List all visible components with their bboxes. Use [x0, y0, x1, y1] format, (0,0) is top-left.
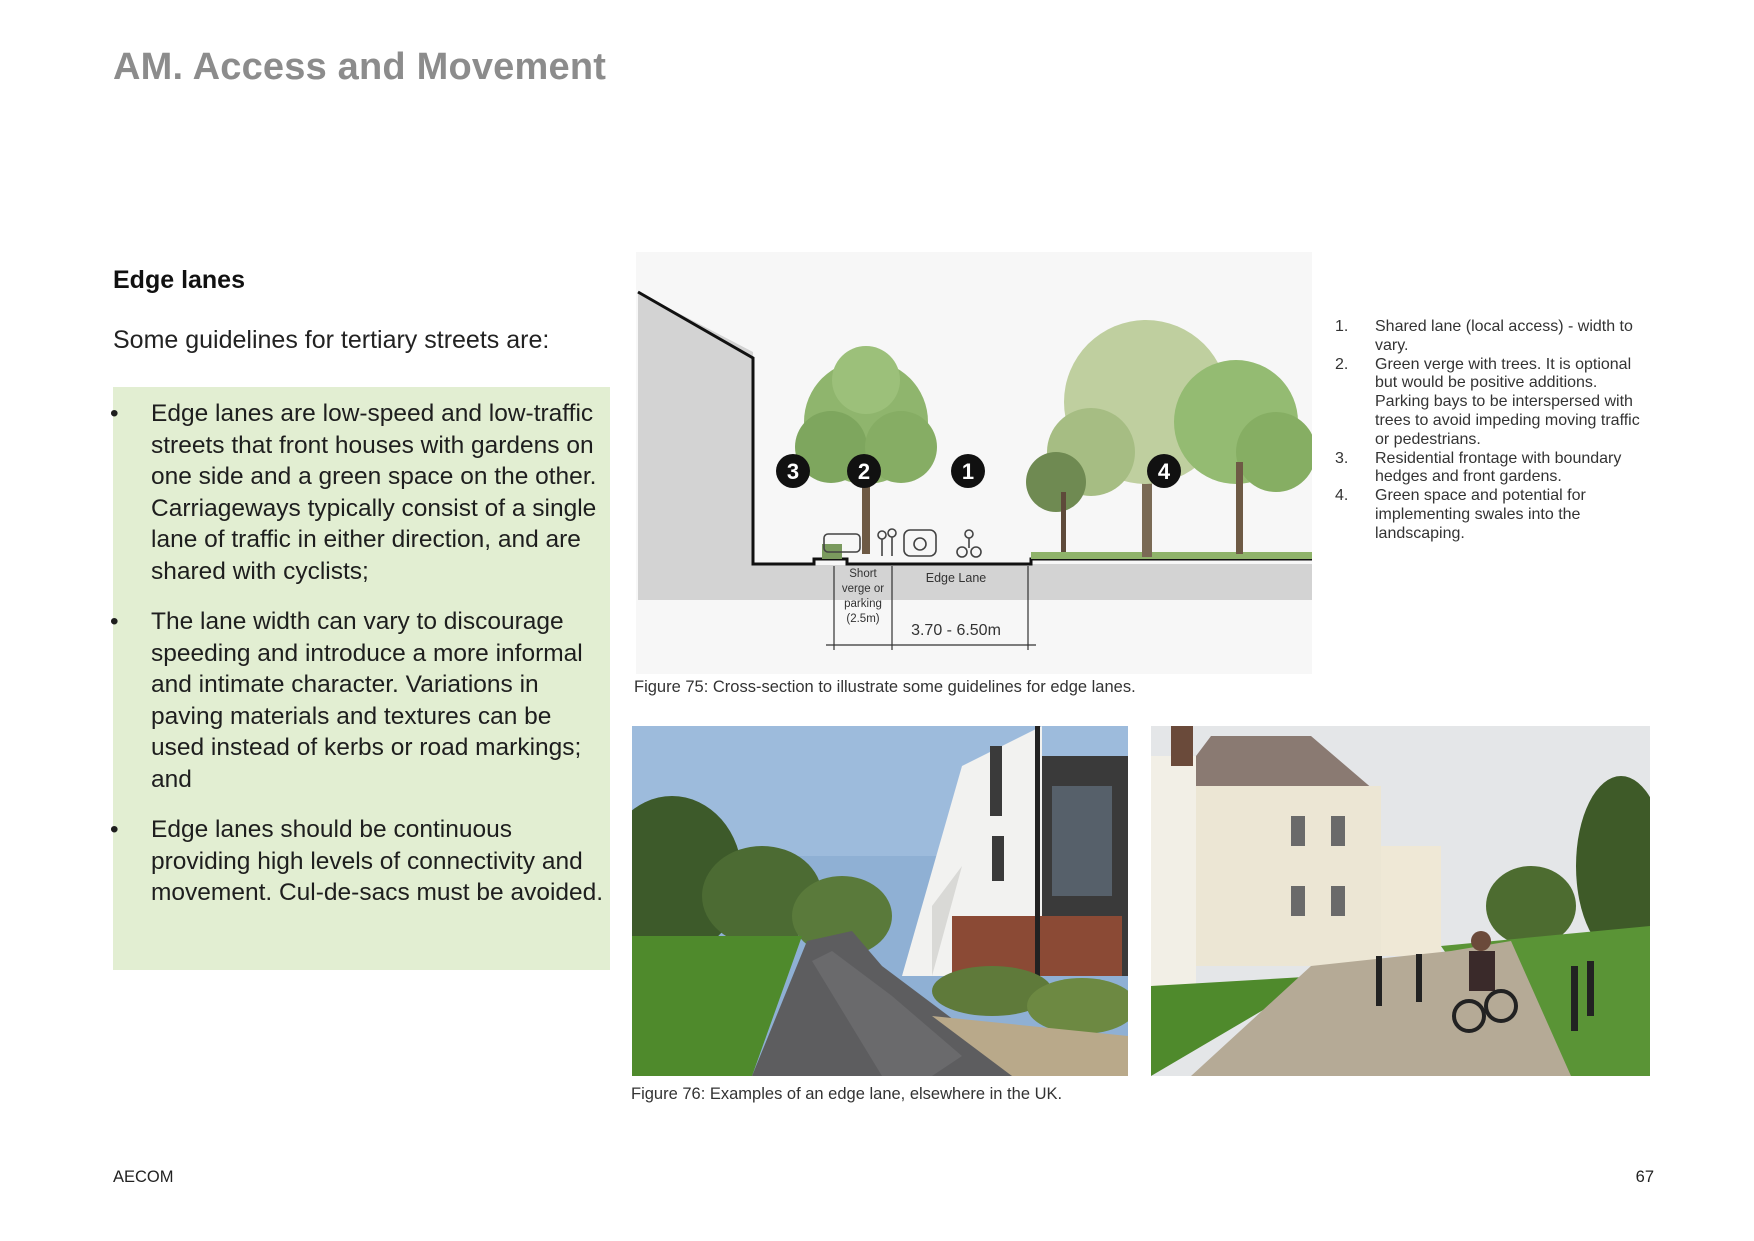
guidelines-box [110, 387, 610, 970]
bullet-icon: • [110, 400, 119, 427]
guideline-text: Edge lanes should be continuous providing high levels of connectivity and movement. Cul-de-sacs must be avoided. [151, 816, 604, 906]
marker-3 [776, 454, 810, 488]
intro-text: Some guidelines for tertiary streets are: [113, 326, 550, 354]
guideline-text: Edge lanes are low-speed and low-traffic streets that front houses with gardens on one side and a green space on the other. Carriageways typically consist of a single lane of traffic in either direction, and are shared with cyclists; [151, 400, 597, 585]
guideline-text: The lane width can vary to discourage speeding and introduce a more informal and intimate character. Variations in paving materials and textures can be used instead of kerbs or road markings; and [151, 608, 583, 793]
bullet-icon: • [110, 816, 119, 843]
legend-item: 1. Shared lane (local access) - width to vary. [1335, 318, 1633, 354]
lane-width-label: 3.70 - 6.50m [911, 622, 1001, 639]
edge-lane-label: Edge Lane [925, 571, 987, 585]
svg-text:4: 4 [1157, 459, 1171, 484]
marker-1 [951, 454, 985, 488]
guideline-item [110, 398, 610, 587]
legend-item: 4. Green space and potential for implementing swales into the landscaping. [1335, 487, 1586, 542]
marker-2 [847, 454, 881, 488]
bullet-icon: • [110, 608, 119, 635]
photo-edge-lane-1 [632, 726, 1128, 1076]
photo-edge-lane-2 [1151, 726, 1650, 1076]
svg-text:verge or: verge or [841, 583, 885, 595]
legend-item: 3. Residential frontage with boundary hedges and front gardens. [1335, 449, 1622, 486]
guideline-item [110, 814, 610, 909]
svg-text:parking: parking [844, 598, 882, 610]
page-title: AM. Access and Movement [113, 46, 607, 88]
guideline-item [110, 606, 610, 795]
svg-text:Short: Short [849, 568, 877, 580]
section-heading: Edge lanes [113, 266, 245, 294]
svg-text:(2.5m): (2.5m) [846, 613, 880, 625]
legend-item: 2. Green verge with trees. It is optional but would be positive additions. Parking bays to be interspersed with trees to avoid impeding moving traffic or pedestrians. [1335, 355, 1640, 448]
figure-75-caption: Figure 75: Cross-section to illustrate some guidelines for edge lanes. [634, 678, 1136, 696]
svg-text:1: 1 [961, 459, 975, 484]
footer-company: AECOM [113, 1168, 174, 1186]
svg-text:3: 3 [786, 459, 800, 484]
figure-76-caption: Figure 76: Examples of an edge lane, elsewhere in the UK. [631, 1085, 1063, 1103]
svg-text:2: 2 [857, 459, 871, 484]
guidelines-list [110, 387, 610, 909]
cross-section-diagram [636, 252, 1312, 674]
page-number: 67 [1635, 1168, 1654, 1186]
marker-4 [1147, 454, 1181, 488]
diagram-legend [1335, 318, 1655, 544]
